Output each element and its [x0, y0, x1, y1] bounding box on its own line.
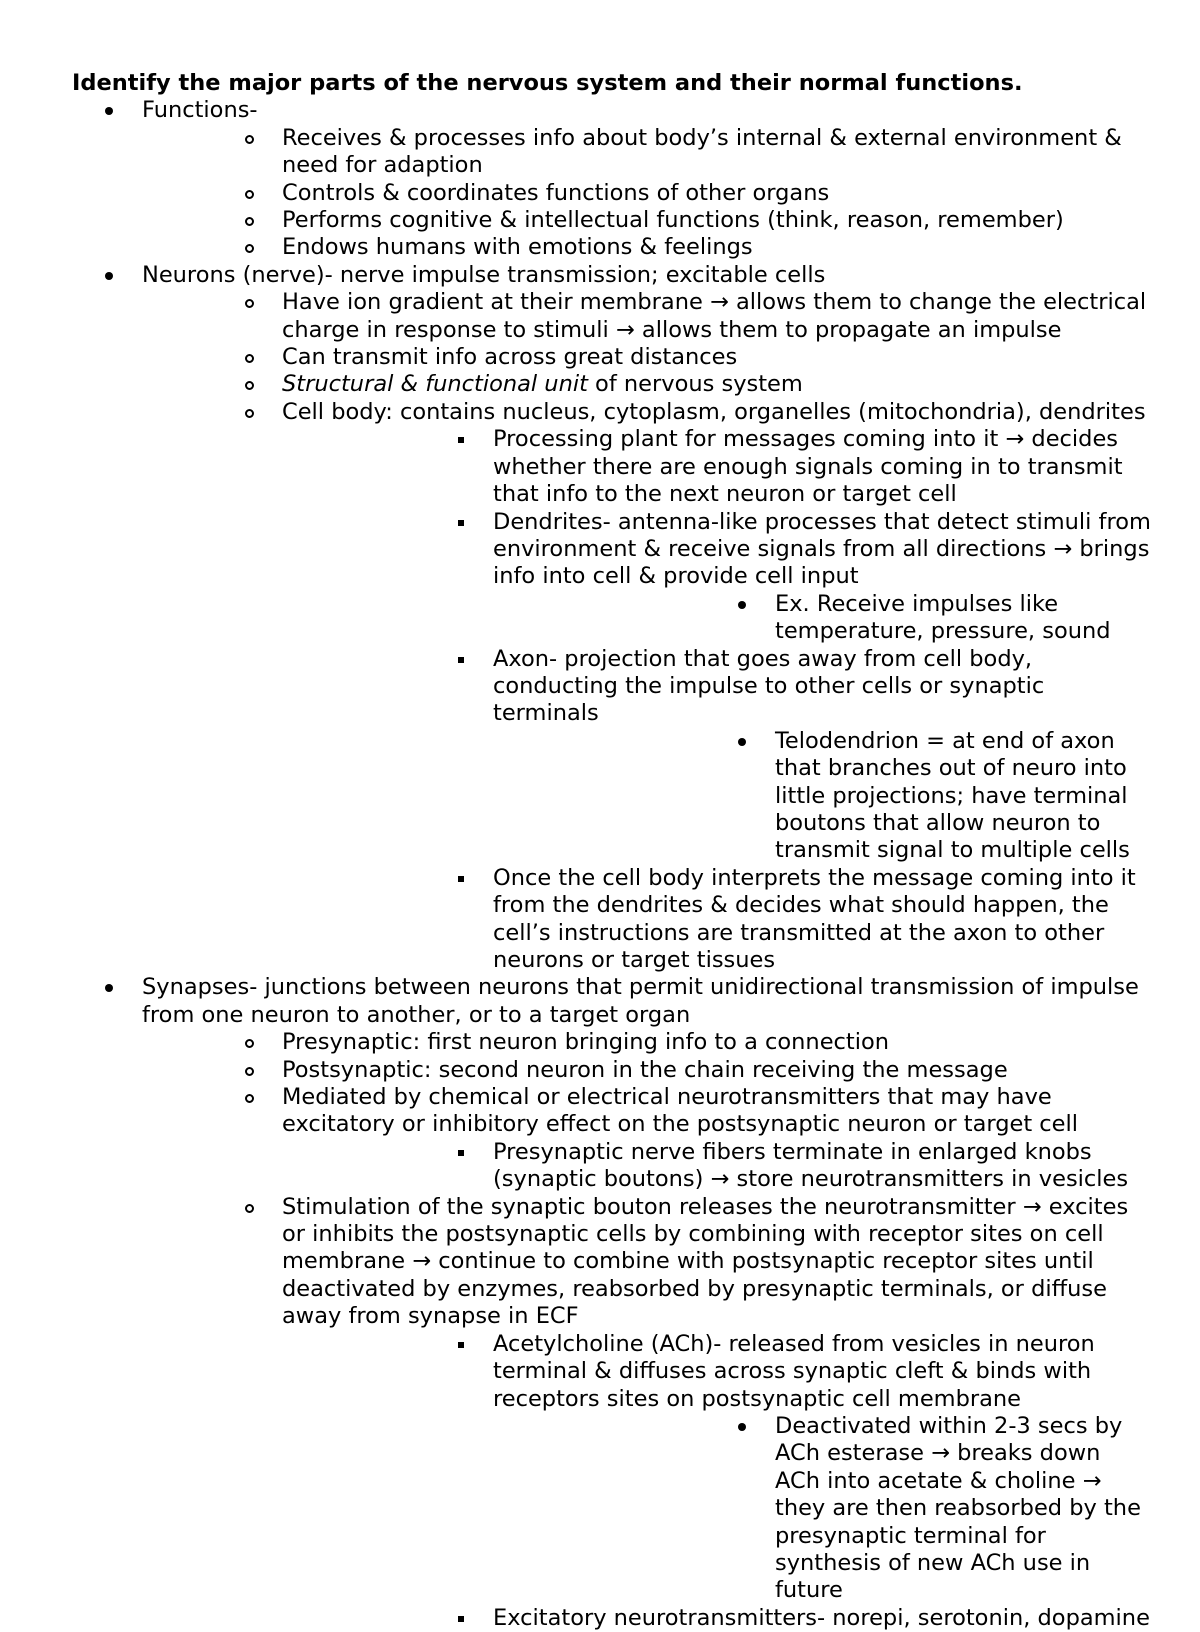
list-item	[142, 180, 1152, 207]
list-item-text: Presynaptic: first neuron bringing info to a connection	[282, 1029, 890, 1056]
list-item-text: Axon- projection that goes away from cell body, conducting the impulse to other cells or synaptic terminals	[493, 645, 1045, 727]
list-item	[282, 1331, 1152, 1605]
list-item-text: Telodendrion = at end of axon that branches out of neuro into little projections; have terminal boutons that allow neuron to transmit signal to multiple cells	[775, 727, 1130, 864]
bullet-dot-icon	[735, 591, 749, 618]
bullet-circle-icon	[243, 234, 257, 261]
bullet-circle-icon	[243, 1057, 257, 1084]
list-item-text: Once the cell body interprets the message coming into it from the dendrites & decides what should happen, the cell’s instructions are transmitted at the axon to other neurons or target tissues	[493, 864, 1136, 973]
list-item	[493, 728, 1152, 865]
bullet-dot-icon	[102, 974, 116, 1001]
list-item	[142, 1084, 1152, 1194]
list-item	[142, 207, 1152, 234]
list-item	[282, 646, 1152, 865]
list-item-text: Performs cognitive & intellectual functions (think, reason, remember)	[282, 207, 1064, 234]
list-item-text: Ex. Receive impulses like temperature, pressure, sound	[775, 590, 1111, 645]
bullet-square-icon	[454, 1139, 468, 1166]
dendrites-sublist	[493, 591, 1152, 646]
list-item-text: Endows humans with emotions & feelings	[282, 234, 753, 261]
bullet-circle-icon	[243, 399, 257, 426]
bullet-circle-icon	[243, 371, 257, 398]
list-item	[493, 591, 1152, 646]
main-list	[72, 97, 1152, 1632]
bullet-circle-icon	[243, 1084, 257, 1111]
bullet-circle-icon	[243, 180, 257, 207]
neurons-sublist	[142, 289, 1152, 974]
list-item	[282, 1139, 1152, 1194]
bullet-square-icon	[454, 865, 468, 892]
list-item	[142, 125, 1152, 180]
document-title: Identify the major parts of the nervous system and their normal functions.	[72, 70, 1023, 96]
bullet-dot-icon	[735, 1413, 749, 1440]
bullet-dot-icon	[102, 262, 116, 289]
list-item-text: Mediated by chemical or electrical neurotransmitters that may have excitatory or inhibitory effect on the postsynaptic neuron or target cell	[282, 1084, 1079, 1138]
list-item	[142, 371, 1152, 398]
list-item-text: Synapses- junctions between neurons that permit unidirectional transmission of impulse from one neuron to another, or to a target organ	[142, 974, 1139, 1028]
bullet-circle-icon	[243, 125, 257, 152]
list-item-text: Neurons (nerve)- nerve impulse transmission; excitable cells	[142, 261, 826, 288]
list-item-text: Acetylcholine (ACh)- released from vesicles in neuron terminal & diffuses across synaptic cleft & binds with receptors sites on postsynaptic cell membrane	[493, 1330, 1095, 1412]
list-item-text: of nervous system	[587, 371, 803, 398]
list-item	[282, 509, 1152, 646]
list-item-text: Deactivated within 2-3 secs by ACh esterase → breaks down ACh into acetate & choline → they are then reabsorbed by the presynaptic terminal for synthesis of new ACh use in future	[775, 1412, 1141, 1604]
bullet-circle-icon	[243, 344, 257, 371]
list-item-text: Processing plant for messages coming into it → decides whether there are enough signals coming in to transmit that info to the next neuron or target cell	[493, 426, 1123, 508]
bullet-circle-icon	[243, 289, 257, 316]
list-item	[282, 426, 1152, 508]
bullet-dot-icon	[735, 728, 749, 755]
bullet-square-icon	[454, 1331, 468, 1358]
list-item-text: Presynaptic nerve fibers terminate in enlarged knobs (synaptic boutons) → store neurotransmitters in vesicles	[493, 1138, 1129, 1193]
list-item-text: Functions-	[142, 97, 258, 124]
italic-text: Structural & functional unit	[282, 371, 588, 398]
list-item	[142, 1194, 1152, 1632]
cell-body-sublist	[282, 426, 1152, 974]
list-item	[142, 344, 1152, 371]
list-item-text: Postsynaptic: second neuron in the chain receiving the message	[282, 1056, 1008, 1083]
list-item	[282, 1605, 1152, 1632]
list-item	[142, 1029, 1152, 1056]
mediated-sublist	[282, 1139, 1152, 1194]
list-item-text: Excitatory neurotransmitters- norepi, serotonin, dopamine	[493, 1604, 1150, 1631]
list-item	[142, 289, 1152, 344]
list-item	[142, 1057, 1152, 1084]
list-item-text: Dendrites- antenna-like processes that detect stimuli from environment & receive signals from all directions → brings info into cell & provide cell input	[493, 508, 1151, 590]
list-item-cell-body	[142, 399, 1152, 975]
list-item-text: Cell body: contains nucleus, cytoplasm, organelles (mitochondria), dendrites	[282, 398, 1146, 425]
bullet-square-icon	[454, 426, 468, 453]
list-item-text: Stimulation of the synaptic bouton releases the neurotransmitter → excites or inhibits the postsynaptic cells by combining with receptor sites on cell membrane → continue to combine with postsynaptic receptor sites until deactivated by enzymes, reabsorbed by presynaptic terminals, or diffuse away from synapse in ECF	[282, 1193, 1129, 1330]
functions-sublist	[142, 125, 1152, 262]
list-item	[142, 234, 1152, 261]
bullet-circle-icon	[243, 1194, 257, 1221]
list-item	[282, 865, 1152, 975]
bullet-square-icon	[454, 1605, 468, 1632]
list-item-text: Have ion gradient at their membrane → allows them to change the electrical charge in response to stimuli → allows them to propagate an impulse	[282, 289, 1147, 343]
stimulation-sublist	[282, 1331, 1152, 1632]
document-page	[72, 70, 1152, 1632]
bullet-circle-icon	[243, 207, 257, 234]
list-item-text: Can transmit info across great distances	[282, 344, 738, 371]
list-item	[493, 1413, 1152, 1605]
axon-sublist	[493, 728, 1152, 865]
list-item-text: Receives & processes info about body’s internal & external environment & need for adaption	[282, 124, 1122, 179]
list-item-synapses	[72, 974, 1152, 1632]
bullet-square-icon	[454, 509, 468, 536]
bullet-circle-icon	[243, 1029, 257, 1056]
ach-sublist	[493, 1413, 1152, 1605]
bullet-square-icon	[454, 646, 468, 673]
list-item-functions	[72, 97, 1152, 261]
synapses-sublist	[142, 1029, 1152, 1632]
list-item-neurons	[72, 262, 1152, 975]
bullet-dot-icon	[102, 97, 116, 124]
list-item-text: Controls & coordinates functions of other organs	[282, 179, 830, 206]
